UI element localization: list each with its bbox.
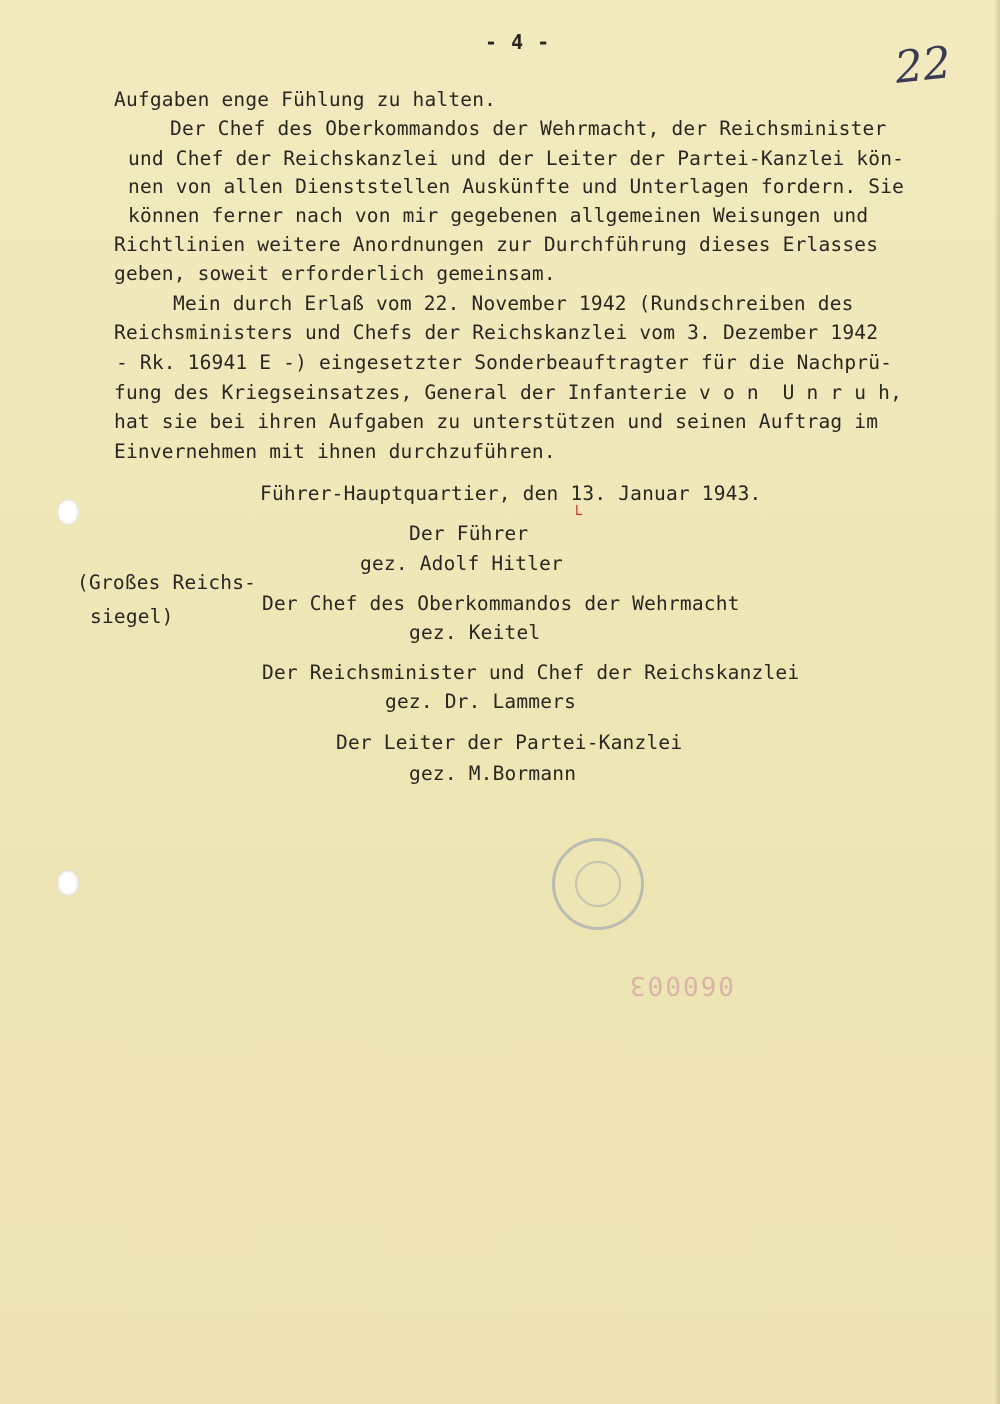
page-edge-shadow — [994, 0, 1000, 1404]
seal-stamp-icon — [552, 838, 644, 930]
handwritten-folio-number: 22 — [892, 37, 954, 94]
page-number: - 4 - — [485, 30, 551, 54]
body-line: geben, soweit erforderlich gemeinsam. — [114, 262, 556, 285]
body-line: Einvernehmen mit ihnen durchzuführen. — [114, 440, 556, 463]
body-line: Aufgaben enge Fühlung zu halten. — [114, 88, 497, 111]
seal-note: siegel) — [90, 605, 174, 628]
signature-name: gez. M.Bormann — [409, 762, 577, 785]
body-line: und Chef der Reichskanzlei und der Leiter der Partei-Kanzlei kön- — [128, 147, 905, 170]
signature-name: gez. Dr. Lammers — [385, 690, 577, 713]
place-and-date: Führer-Hauptquartier, den 13. Januar 1943. — [260, 482, 762, 505]
archive-stamp-number: 060003 — [628, 970, 734, 1000]
body-line: nen von allen Dienststellen Auskünfte und Unterlagen fordern. Sie — [128, 175, 905, 198]
body-line: Reichsministers und Chefs der Reichskanzlei vom 3. Dezember 1942 — [114, 321, 879, 344]
seal-stamp-inner — [575, 861, 621, 907]
body-line: Richtlinien weitere Anordnungen zur Durchführung dieses Erlasses — [114, 233, 879, 256]
body-line: - Rk. 16941 E -) eingesetzter Sonderbeauftragter für die Nachprü- — [116, 351, 893, 374]
red-correction-mark: └ — [572, 505, 582, 524]
signature-title: Der Führer — [409, 522, 529, 545]
punch-hole-top — [57, 499, 79, 525]
body-line: können ferner nach von mir gegebenen allgemeinen Weisungen und — [128, 204, 869, 227]
signature-name: gez. Keitel — [409, 621, 541, 644]
signature-title: Der Leiter der Partei-Kanzlei — [336, 731, 683, 754]
punch-hole-bottom — [57, 870, 79, 896]
seal-note: (Großes Reichs- — [77, 571, 257, 594]
signature-name: gez. Adolf Hitler — [360, 552, 563, 575]
signature-title: Der Chef des Oberkommandos der Wehrmacht — [262, 592, 740, 615]
body-line: Mein durch Erlaß vom 22. November 1942 (Rundschreiben des — [173, 292, 854, 315]
body-line: Der Chef des Oberkommandos der Wehrmacht, der Reichsminister — [170, 117, 887, 140]
body-line: hat sie bei ihren Aufgaben zu unterstützen und seinen Auftrag im — [114, 410, 879, 433]
body-line: fung des Kriegseinsatzes, General der Infanterie v o n U n r u h, — [114, 381, 903, 404]
signature-title: Der Reichsminister und Chef der Reichskanzlei — [262, 661, 800, 684]
